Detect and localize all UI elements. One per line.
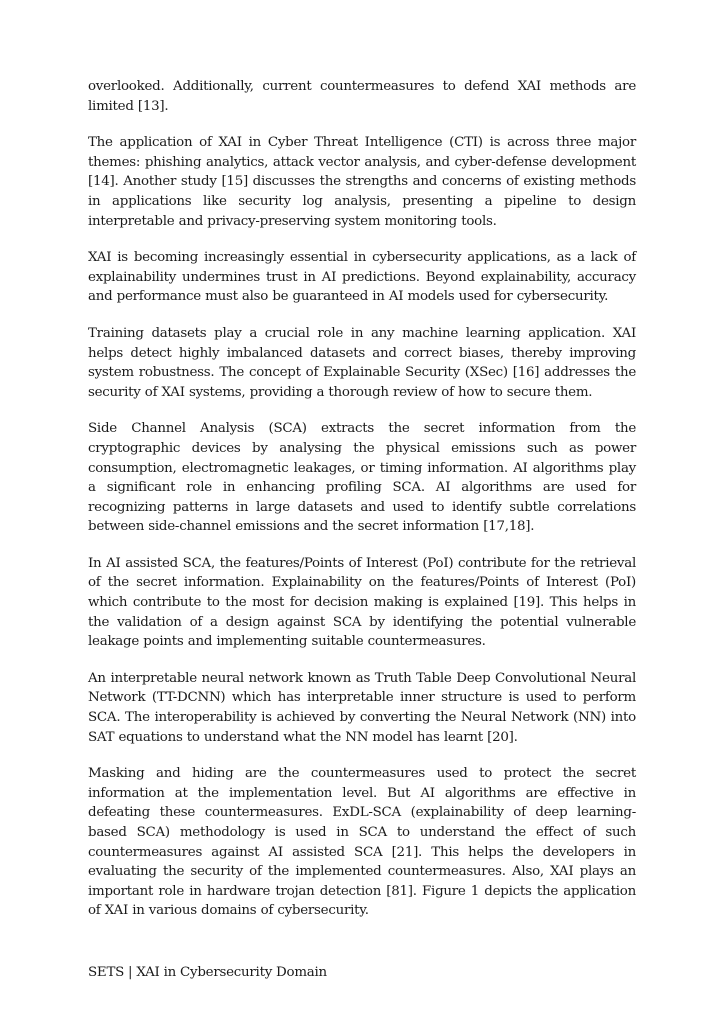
- page-footer: SETS | XAI in Cybersecurity Domain: [88, 965, 327, 980]
- paragraph-cti: The application of XAI in Cyber Threat Intelligence (CTI) is across three major themes: phishing analytics, attack vector analysis, and cyber-defense development [14]. Another study [15] discusses the strengths and concerns of existing methods in applications like security log analysis, presenting a pipeline to design interpretable and privacy-preserving system monitoring tools.: [88, 135, 636, 229]
- paragraph-countermeasures-limited: overlooked. Additionally, current countermeasures to defend XAI methods are limited [13].: [88, 79, 636, 114]
- paragraph-tt-dcnn: An interpretable neural network known as Truth Table Deep Convolutional Neural Network (TT-DCNN) which has interpretable inner structure is used to perform SCA. The interoperability is achieved by converting the Neural Network (NN) into SAT equations to understand what the NN model has learnt [20].: [88, 670, 636, 745]
- body-text: [88, 77, 636, 938]
- paragraph-side-channel-analysis: Side Channel Analysis (SCA) extracts the secret information from the cryptographic devices by analysing the physical emissions such as power consumption, electromagnetic leakages, or timing information. AI algorithms play a significant role in enhancing profiling SCA. AI algorithms are used for recognizing patterns in large datasets and used to identify subtle correlations between side-channel emissions and the secret information [17,18].: [88, 421, 636, 535]
- paragraph-training-datasets: Training datasets play a crucial role in any machine learning application. XAI helps detect highly imbalanced datasets and correct biases, thereby improving system robustness. The concept of Explainable Security (XSec) [16] addresses the security of XAI systems, providing a thorough review of how to secure them.: [88, 325, 636, 400]
- paragraph-xai-essential: XAI is becoming increasingly essential in cybersecurity applications, as a lack of explainability undermines trust in AI predictions. Beyond explainability, accuracy and performance must also be guaranteed in AI models used for cybersecurity.: [88, 250, 636, 305]
- paragraph-masking-hiding: Masking and hiding are the countermeasures used to protect the secret information at the implementation level. But AI algorithms are effective in defeating these countermeasures. ExDL-SCA (explainability of deep learning-based SCA) methodology is used in SCA to understand the effect of such countermeasures against AI assisted SCA [21]. This helps the developers in evaluating the security of the implemented countermeasures. Also, XAI plays an important role in hardware trojan detection [81]. Figure 1 depicts the application of XAI in various domains of cybersecurity.: [88, 766, 636, 919]
- paragraph-ai-assisted-sca: In AI assisted SCA, the features/Points of Interest (PoI) contribute for the retrieval of the secret information. Explainability on the features/Points of Interest (PoI) which contribute to the most for decision making is explained [19]. This helps in the validation of a design against SCA by identifying the potential vulnerable leakage points and implementing suitable countermeasures.: [88, 555, 636, 650]
